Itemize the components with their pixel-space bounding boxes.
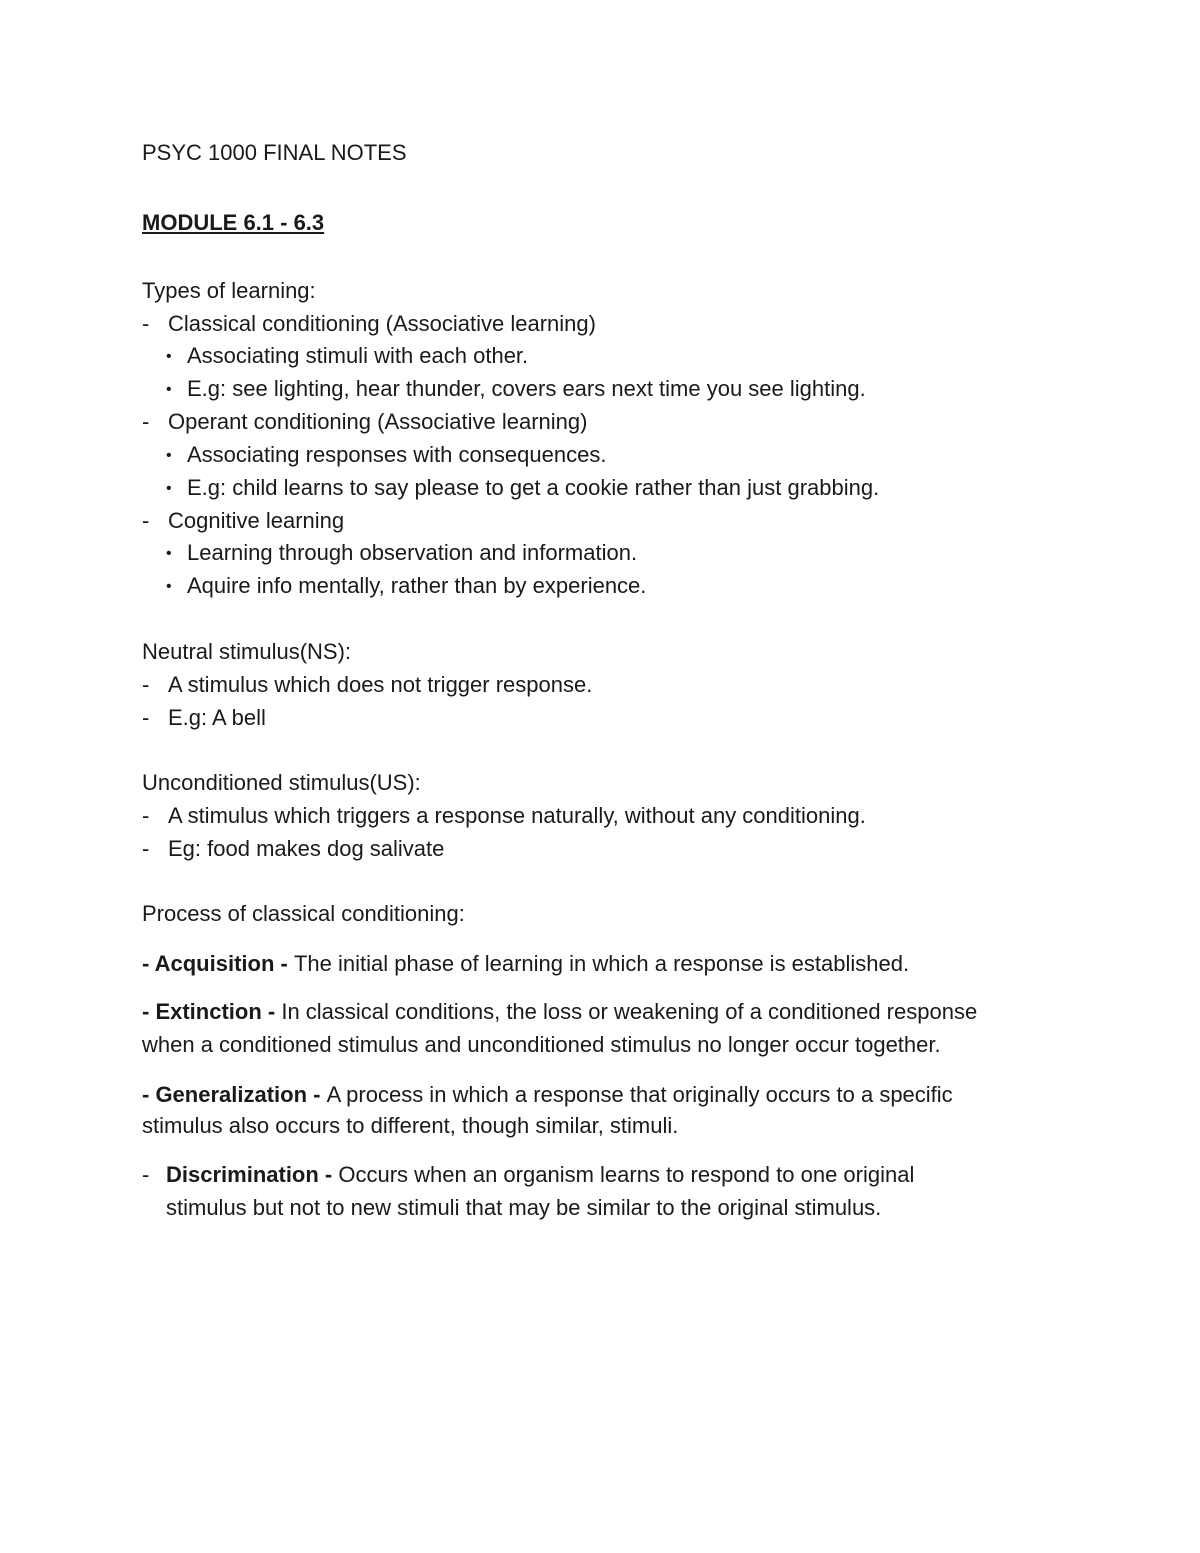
dash-marker: - (142, 1162, 150, 1187)
sub-list-item (166, 341, 528, 372)
sub-list-item-text: E.g: child learns to say please to get a cookie rather than just grabbing. (187, 475, 880, 500)
term-definition: Occurs when an organism learns to respond to one original (338, 1162, 915, 1187)
term-definition-continued: when a conditioned stimulus and unconditioned stimulus no longer occur together. (142, 1032, 941, 1057)
list-item (142, 407, 587, 437)
sub-list-item-text: Aquire info mentally, rather than by experience. (187, 573, 647, 598)
sub-list-item (166, 538, 637, 569)
term-label: - Acquisition - (142, 951, 294, 976)
term-definition: In classical conditions, the loss or weakening of a conditioned response (281, 999, 978, 1024)
bullet-icon: • (166, 578, 172, 595)
bullet-icon: • (166, 348, 172, 365)
sub-list-item (166, 473, 879, 504)
bullet-icon: • (166, 381, 172, 398)
list-item (142, 703, 266, 733)
term-definition: A process in which a response that originally occurs to a specific (326, 1082, 953, 1107)
dash-marker: - (142, 803, 150, 828)
sub-list-item (166, 571, 646, 602)
list-item (142, 834, 444, 864)
sub-list-item (166, 440, 606, 471)
term-definition-continued: stimulus also occurs to different, though similar, stimuli. (142, 1113, 679, 1138)
dash-marker: - (142, 705, 150, 730)
term-generalization (142, 1080, 953, 1110)
list-item (142, 309, 596, 339)
neutral-stimulus-heading: Neutral stimulus(NS): (142, 639, 352, 664)
term-discrimination (166, 1160, 914, 1190)
list-item-label: A stimulus which triggers a response naturally, without any conditioning. (168, 803, 866, 828)
types-of-learning-heading: Types of learning: (142, 278, 316, 303)
list-item (142, 670, 592, 700)
term-label: - Extinction - (142, 999, 282, 1024)
dash-marker: - (142, 672, 150, 697)
dash-marker: - (142, 409, 150, 434)
list-item-label: Cognitive learning (168, 508, 345, 533)
sub-list-item-text: Associating stimuli with each other. (187, 343, 529, 368)
list-item-label: E.g: A bell (168, 705, 266, 730)
term-acquisition (142, 949, 909, 979)
term-definition: The initial phase of learning in which a response is established. (293, 951, 910, 976)
term-extinction (142, 997, 977, 1027)
dash-marker: - (142, 508, 150, 533)
dash-marker: - (142, 311, 150, 336)
term-label: Discrimination - (166, 1162, 339, 1187)
list-item-label: Eg: food makes dog salivate (168, 836, 445, 861)
sub-list-item-text: E.g: see lighting, hear thunder, covers ears next time you see lighting. (187, 376, 866, 401)
list-item-label: A stimulus which does not trigger response. (168, 672, 593, 697)
sub-list-item-text: Associating responses with consequences. (187, 442, 607, 467)
list-item-label: Operant conditioning (Associative learning) (168, 409, 588, 434)
document-title: PSYC 1000 FINAL NOTES (142, 140, 407, 165)
bullet-icon: • (166, 545, 172, 562)
sub-list-item-text: Learning through observation and information. (187, 540, 638, 565)
unconditioned-stimulus-heading: Unconditioned stimulus(US): (142, 770, 421, 795)
dash-marker: - (142, 836, 150, 861)
term-definition-continued: stimulus but not to new stimuli that may be similar to the original stimulus. (166, 1195, 882, 1220)
process-heading: Process of classical conditioning: (142, 901, 465, 926)
list-item-label: Classical conditioning (Associative learning) (168, 311, 596, 336)
bullet-icon: • (166, 480, 172, 497)
list-item (142, 801, 866, 831)
sub-list-item (166, 374, 866, 405)
term-label: - Generalization - (142, 1082, 327, 1107)
module-heading: MODULE 6.1 - 6.3 (142, 210, 325, 235)
list-item (142, 506, 344, 536)
bullet-icon: • (166, 447, 172, 464)
